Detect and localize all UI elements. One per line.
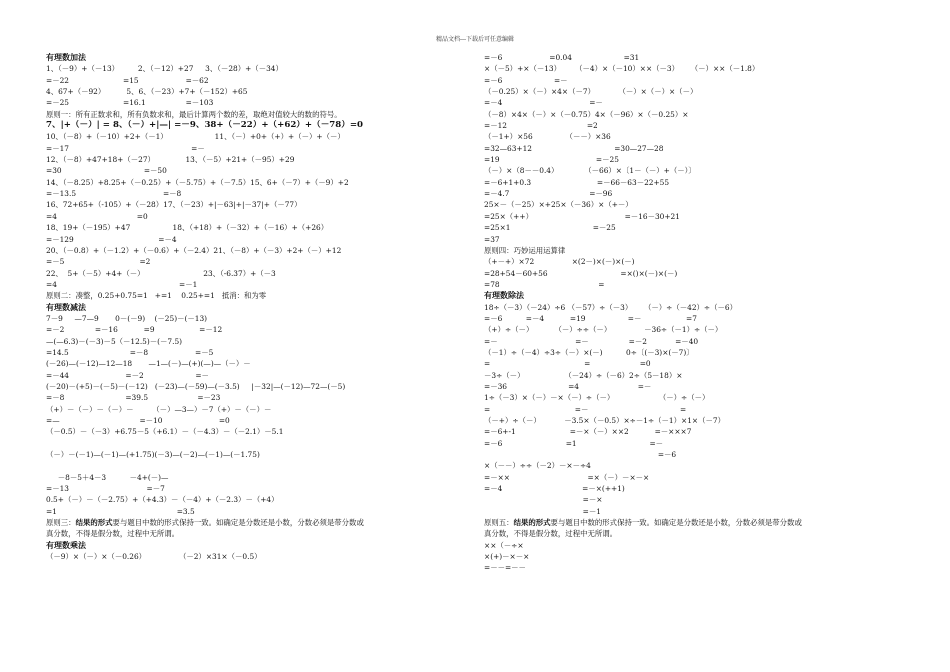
math-line: =－6+-1 =－×（－）××2 =－×××7 [484, 427, 692, 437]
math-line: （+－+）×72 ×(2－)×(－)×(－) [484, 257, 635, 267]
principle-line: 原则五：结果的形式要与题目中数的形式保持一致。如确定是分数还是小数，分数必须是带分数或 [484, 518, 802, 528]
math-line: （－1+）×56 （－－）×36 [484, 132, 611, 142]
math-line: =－6 [484, 450, 677, 460]
math-line: =－ =－ =－2 =－40 [484, 336, 699, 346]
math-line: = = =0 [484, 359, 651, 369]
math-line: ××（－÷× [484, 540, 524, 550]
math-line: =30 =－50 [46, 166, 167, 176]
math-line: =－8 =39.5 =－23 [46, 393, 221, 403]
math-line: =28+54－60+56 =×()×(－)×(－) [484, 268, 678, 278]
math-line: （－8）×4×（－）×（－0.75）4×（－96）×（－0.25）× [484, 109, 689, 119]
math-line: （－1）÷（－4）÷3÷（－）×(－) 0÷〔(－3)×(－7)〕 [484, 347, 694, 357]
math-line: =－22 =15 =－62 [46, 75, 209, 85]
math-line: =－4.7 =－96 [484, 189, 613, 199]
section-heading: 有理数减法 [46, 301, 86, 312]
left-column [46, 52, 476, 562]
math-line: —(—6.3)－(－3)－5（－12.5)－(－7.5) [46, 336, 183, 346]
math-line: （－）－(－1)—(－1)—(+1.75)(－3)—(－2)—(－1)—(－1.75) [46, 450, 260, 460]
math-line: =－4 =－×(++1) [484, 484, 625, 494]
page-header: 精品文档---下载后可任意编辑 [435, 36, 515, 43]
math-line: =14.5 =－8 =－5 [46, 347, 214, 357]
math-line: 12、（－8）+47+18+（－27） 13、（－5）+21+（－95）+29 [46, 155, 295, 165]
math-line: －3÷（－） （－24）÷（－6）2÷（5－18）× [484, 370, 683, 380]
math-line: （+）－（－）－（－）－ （－）—3—）－7（+）－（－）－ [46, 404, 272, 414]
math-line: (－20)－(+5)－(－5)－(－12) (－23)—(－59)—(－3.5) |－32|—(－12)—72—(－5) [46, 381, 346, 391]
math-line: =－6 =－4 =19 =－ =7 [484, 313, 697, 323]
blank-line [46, 438, 476, 449]
math-line: 1、（－9）+（－13） 2、（－12）+27 3、（－28）+（－34） [46, 64, 283, 74]
math-line: 22、 5+（－5）+4+（－） 23、（-6.37）+（－3 [46, 268, 276, 278]
math-line: =37 [484, 234, 500, 244]
right-column [484, 52, 924, 574]
math-line: =－13.5 =－8 [46, 189, 182, 199]
math-line: （－0.5）－（－3）+6.75－5（+6.1）－（－4.3）－（－2.1）－5.1 [46, 427, 284, 437]
math-line: =－12 =2 [484, 121, 598, 131]
section-heading: 有理数除法 [484, 290, 524, 301]
principle-line: 原则一：所有正数求和，所有负数求和，最后计算两个数的差，取绝对值较大的数的符号。 [46, 109, 342, 119]
math-line: （－0.25）×（－）×4×（－7） （－）×（－）×（－） [484, 87, 698, 97]
math-line: =－6 =0.04 =31 [484, 53, 640, 62]
blank-line [46, 460, 476, 471]
math-line: (－26)—(－12)—12—18 —1—(－)—(+)(—)—（－）－ [46, 359, 251, 369]
math-line: =1 =3.5 [46, 506, 195, 516]
math-line: 7－9 —7—9 0－(－9) (－25)－(－13) [46, 313, 208, 323]
math-line: －8－5＋4－3 －4+(－)— [46, 472, 169, 482]
math-line: =－5 =2 [46, 257, 151, 267]
math-line: 16、72+65+（-105）+（－28）17、（－23）+|－63|+|－37|+（－77） [46, 200, 302, 210]
math-line: =25×1 =－25 [484, 223, 616, 233]
math-line: =－13 =－7 [46, 484, 165, 494]
math-line: 10、（－8）+（－10）+2+（－1） 11、（－）+0+（+）+（－）+（－） [46, 132, 345, 142]
math-line: 20、（－0.8）+（－1.2）+（－0.6）+（－2.4）21、（－8）+（－3）+2+（－）+12 [46, 245, 342, 255]
math-line: =－44 =－2 =－ [46, 370, 209, 380]
math-line: =78 = [484, 279, 605, 289]
principle-line: 原则四：巧妙运用运算律 [484, 245, 566, 255]
math-line: ×(+)－×－× [484, 552, 530, 562]
math-line: =－2 =－16 =9 =－12 [46, 325, 223, 335]
math-line: 真分数，不得是假分数，过程中无所谓。 [484, 529, 618, 539]
math-line: 18÷（－3）（－24）÷6 （－57）÷（－3） （－）÷（－42）÷（－6） [484, 302, 737, 312]
math-line: ×（－－）÷÷（－2）－×－÷4 [484, 461, 591, 471]
math-line: （－+）÷（－） －3.5×（－0.5）×÷－1÷（－1）×1×（－7） [484, 416, 725, 425]
math-line: =4 =0 [46, 211, 148, 221]
math-line: （－）×（8－－0.4） （－66）×〔1－（－）+（－）〕 [484, 166, 696, 176]
section-heading: 有理数乘法 [46, 539, 86, 550]
math-line: =－17 =－ [46, 143, 205, 153]
section-heading: 有理数加法 [46, 52, 86, 62]
math-line: = =－ = [484, 404, 687, 414]
math-line: =32—63+12 =30—27—28 [484, 143, 664, 153]
math-line: =25×（++） =－16－30+21 [484, 211, 680, 221]
math-line: =－6+1+0.3 =－66－63－22+55 [484, 177, 670, 187]
math-line: ×（－5）+×（－13） （－4）×（－10）××（－3） （－）××（－1.8） [484, 64, 760, 74]
math-line: =— =－10 =0 [46, 416, 230, 425]
math-line: =－6 =－ [484, 75, 568, 85]
math-line: =－36 =4 =－ [484, 381, 652, 391]
math-line: =－25 =16.1 =－103 [46, 98, 214, 108]
math-line: （+）÷（－） （－）÷÷（－） －36÷（－1）÷（－） [484, 325, 723, 335]
math-line: =－6 =1 =－ [484, 438, 664, 448]
math-line: 真分数，不得是假分数，过程中无所谓。 [46, 529, 180, 539]
math-line: 4、67+（－92） 5、6、（－23）+7+（－152）+65 [46, 87, 248, 97]
math-line: （－9）×（－）×（－0.26） （－2）×31×（－0.5） [46, 552, 262, 562]
math-line: =19 =－25 [484, 155, 619, 165]
math-line: 7、|+（－）| = 8、（－）+|—| =－9、38+（－22）+（+62）+（－78）=0 [46, 120, 364, 131]
math-line: =－× [484, 495, 603, 505]
math-line: =－4 =－ [484, 98, 603, 108]
math-line: =－×× =×（－）－×－× [484, 472, 650, 482]
math-line: 14、（－8.25）+8.25+（－0.25）+（－5.75）+（－7.5）15、6+（－7）+（－9）+2 [46, 177, 349, 187]
math-line: =－1 [484, 506, 601, 516]
math-line: 25×－（－25）×+25×（－36）×（+－） [484, 200, 633, 210]
math-line: 0.5+（－）－（－2.75）+（+4.3）－（－4）+（－2.3）－（+4） [46, 495, 279, 505]
math-line: 1÷（－3）×（－）－×（－）÷（－） （－）÷（－） [484, 393, 710, 403]
principle-line: 原则二：凑整，0.25+0.75=1 +=1 0.25+=1 抵消：和为零 [46, 291, 267, 301]
math-line: 18、19+（－195）+47 18、（+18）+（－32）+（－16）+（+26） [46, 223, 329, 233]
math-line: =－－=－－ [484, 563, 526, 573]
math-line: =4 =－1 [46, 279, 198, 289]
math-line: =－129 =－4 [46, 234, 177, 244]
principle-line: 原则三：结果的形式要与题目中数的形式保持一致。如确定是分数还是小数，分数必须是带分数或 [46, 518, 364, 528]
